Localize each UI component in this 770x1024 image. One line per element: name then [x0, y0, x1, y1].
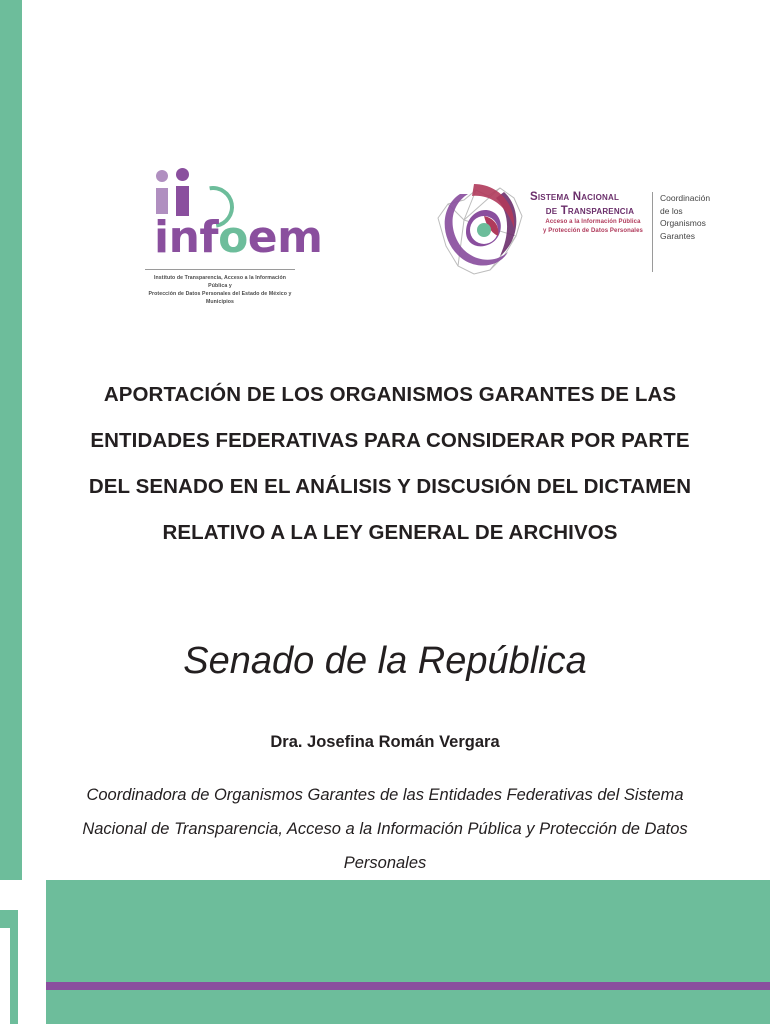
- snt-coordination-text: Coordinación de los Organismos Garantes: [660, 193, 711, 241]
- slide-title: [40, 372, 740, 556]
- infoem-dot-left-icon: [156, 170, 168, 182]
- slide-title-line-1: APORTACIÓN DE LOS ORGANISMOS GARANTES DE LAS: [103, 383, 677, 406]
- snt-text-block: [530, 190, 711, 274]
- bottom-purple-rule: [46, 982, 770, 990]
- logos-row: [0, 160, 770, 325]
- speaker-role: [55, 778, 715, 880]
- slide-title-line-4: RELATIVO A LA LEY GENERAL DE ARCHIVOS: [162, 521, 618, 544]
- snt-title-line-1: Sistema Nacional: [530, 191, 620, 203]
- infoem-wordmark-prefix: inf: [154, 212, 219, 263]
- bottom-white-inner-accent: [0, 928, 10, 1024]
- infoem-caption: [145, 269, 295, 306]
- snt-subtitle-line-2: y Protección de Datos Personales: [543, 228, 643, 234]
- speaker-role-line-3: Personales: [343, 854, 427, 872]
- snt-emblem-icon: [430, 174, 530, 284]
- infoem-caption-line-2: Protección de Datos Personales del Estado de México y Municipios: [148, 291, 292, 305]
- infoem-wordmark-o: o: [218, 212, 248, 263]
- infoem-caption-line-1: Instituto de Transparencia, Acceso a la Información Pública y: [153, 275, 287, 289]
- speaker-role-line-1: Coordinadora de Organismos Garantes de las Entidades Federativas del Sistema: [86, 786, 684, 804]
- infoem-wordmark-suffix: em: [247, 212, 323, 263]
- speaker-role-line-2: Nacional de Transparencia, Acceso a la Información Pública y Protección de Datos: [82, 820, 688, 838]
- infoem-logo: [140, 168, 323, 306]
- infoem-logo-mark: [140, 168, 323, 273]
- slide-title-line-2: ENTIDADES FEDERATIVAS PARA CONSIDERAR POR PARTE: [90, 429, 690, 452]
- slide-title-line-3: DEL SENADO EN EL ANÁLISIS Y DISCUSIÓN DEL DICTAMEN: [88, 475, 692, 498]
- infoem-dot-right-icon: [176, 168, 189, 181]
- venue-name: Senado de la República: [183, 640, 587, 682]
- bottom-green-band: [0, 880, 770, 1024]
- infoem-wordmark: [154, 212, 323, 263]
- snt-subtitle-line-1: Acceso a la Información Pública: [545, 219, 641, 225]
- snt-logo: [430, 174, 711, 294]
- speaker-name: Dra. Josefina Román Vergara: [270, 733, 500, 751]
- infoem-bar-left-icon: [156, 188, 168, 214]
- snt-title-line-2: de Transparencia: [545, 205, 635, 217]
- snt-vertical-divider: [652, 192, 653, 272]
